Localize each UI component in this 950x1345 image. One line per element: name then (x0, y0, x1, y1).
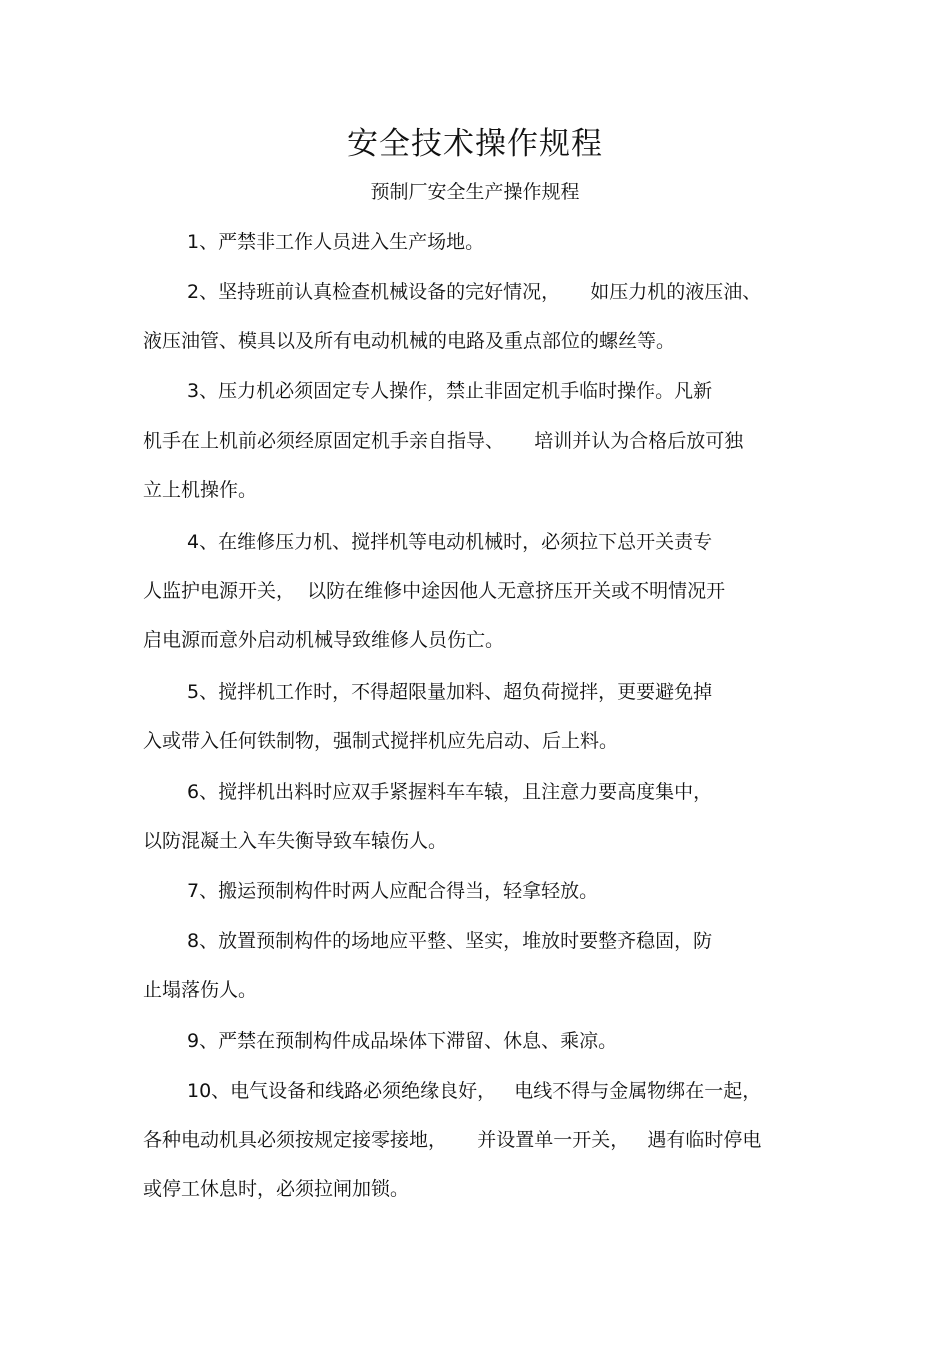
rule-3-line-1: 3、压力机必须固定专人操作，禁止非固定机手临时操作。凡新 (187, 380, 713, 402)
document-title: 安全技术操作规程 (347, 126, 603, 162)
rule-9-line-1: 9、严禁在预制构件成品垛体下滞留、休息、乘凉。 (187, 1030, 618, 1052)
rule-5-line-1: 5、搅拌机工作时，不得超限量加料、超负荷搅拌，更要避免掉 (187, 681, 713, 703)
rule-10-line-1: 10、电气设备和线路必须绝缘良好， 电线不得与金属物绑在一起， (187, 1080, 762, 1102)
document-subtitle: 预制厂安全生产操作规程 (370, 181, 580, 203)
rule-8-line-2: 止塌落伤人。 (143, 979, 258, 1001)
rule-1-line-1: 1、严禁非工作人员进入生产场地。 (187, 231, 485, 253)
rule-10-line-2: 各种电动机具必须按规定接零接地， 并设置单一开关， 遇有临时停电 (143, 1129, 762, 1151)
rule-4-line-2: 人监护电源开关， 以防在维修中途因他人无意挤压开关或不明情况开 (143, 580, 726, 602)
rule-8-line-1: 8、放置预制构件的场地应平整、坚实，堆放时要整齐稳固，防 (187, 930, 713, 952)
rule-4-line-3: 启电源而意外启动机械导致维修人员伤亡。 (143, 629, 505, 651)
rule-3-line-3: 立上机操作。 (143, 479, 258, 501)
rule-2-line-2: 液压油管、模具以及所有电动机械的电路及重点部位的螺丝等。 (143, 330, 676, 352)
rule-10-line-3: 或停工休息时，必须拉闸加锁。 (143, 1178, 410, 1200)
rule-6-line-2: 以防混凝土入车失衡导致车辕伤人。 (143, 830, 448, 852)
rule-2-line-1: 2、坚持班前认真检查机械设备的完好情况， 如压力机的液压油、 (187, 281, 762, 303)
rule-7-line-1: 7、搬运预制构件时两人应配合得当，轻拿轻放。 (187, 880, 599, 902)
rule-3-line-2: 机手在上机前必须经原固定机手亲自指导、 培训并认为合格后放可独 (143, 430, 744, 452)
rule-6-line-1: 6、搅拌机出料时应双手紧握料车车辕，且注意力要高度集中， (187, 781, 713, 803)
rule-4-line-1: 4、在维修压力机、搅拌机等电动机械时，必须拉下总开关责专 (187, 531, 713, 553)
rule-5-line-2: 入或带入任何铁制物，强制式搅拌机应先启动、后上料。 (143, 730, 619, 752)
